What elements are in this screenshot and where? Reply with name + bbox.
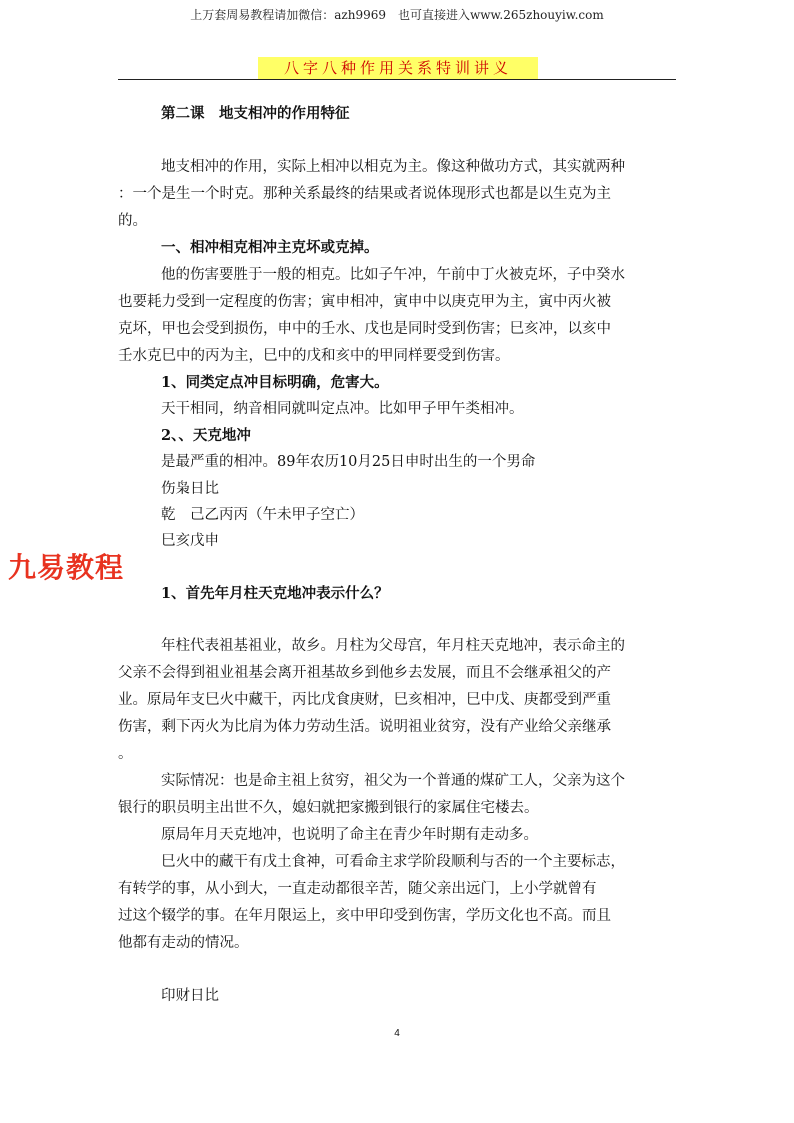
para1-line: 业。原局年支巳火中藏干，丙比戊食庚财，巳亥相冲，巳中戊、庚都受到严重 — [118, 692, 611, 708]
para2-line: 实际情况：也是命主祖上贫穷，祖父为一个普通的煤矿工人，父亲为这个 — [161, 773, 625, 789]
sub1-heading: 1、同类定点冲目标明确，危害大。 — [161, 374, 389, 391]
footer-line: 印财日比 — [161, 988, 219, 1004]
section1-heading: 一、相冲相克相冲主克坏或克掉。 — [161, 239, 379, 256]
para1-line: 。 — [118, 746, 133, 762]
intro-line: 地支相冲的作用，实际上相冲以相克为主。像这种做功方式，其实就两种 — [161, 159, 625, 175]
top-note: 上万套周易教程请加微信：azh9969 也可直接进入www.265zhouyiw.com — [190, 8, 604, 22]
section1-line: 壬水克巳中的丙为主，巳中的戊和亥中的甲同样要受到伤害。 — [118, 348, 510, 364]
intro-line: 的。 — [118, 213, 147, 229]
header-divider — [118, 79, 676, 80]
lesson-title: 第二课 地支相冲的作用特征 — [161, 105, 350, 122]
para4-line: 他都有走动的情况。 — [118, 935, 249, 951]
question1-heading: 1、首先年月柱天克地冲表示什么？ — [161, 585, 389, 602]
para1-line: 父亲不会得到祖业祖基会离开祖基故乡到他乡去发展，而且不会继承祖父的产 — [118, 665, 611, 681]
watermark-logo: 九易教程 — [8, 551, 125, 584]
intro-line: ：一个是生一个时克。那种关系最终的结果或者说体现形式也都是以生克为主 — [118, 186, 611, 202]
page-number: 4 — [394, 1028, 400, 1039]
para2-line: 银行的职员明主出世不久，媳妇就把家搬到银行的家属住宅楼去。 — [118, 800, 539, 816]
chart-line: 乾 己乙丙丙（午未甲子空亡） — [161, 507, 364, 523]
sub2-text: 是最严重的相冲。89年农历10月25日申时出生的一个男命 — [161, 454, 536, 470]
section1-line: 克坏，甲也会受到损伤，申中的壬水、戊也是同时受到伤害；巳亥冲，以亥中 — [118, 321, 611, 337]
sub2-heading: 2、、天克地冲 — [161, 427, 251, 444]
section1-line: 也要耗力受到一定程度的伤害；寅申相冲，寅申中以庚克甲为主，寅中丙火被 — [118, 294, 611, 310]
section1-line: 他的伤害要胜于一般的相克。比如子午冲，午前中丁火被克坏，子中癸水 — [161, 267, 625, 283]
sub1-text: 天干相同，纳音相同就叫定点冲。比如甲子甲午类相冲。 — [161, 401, 524, 417]
para1-line: 伤害，剩下丙火为比肩为体力劳动生活。说明祖业贫穷，没有产业给父亲继承 — [118, 719, 611, 735]
para1-line: 年柱代表祖基祖业，故乡。月柱为父母宫，年月柱天克地冲，表示命主的 — [161, 638, 625, 654]
para3-line: 原局年月天克地冲，也说明了命主在青少年时期有走动多。 — [161, 827, 538, 843]
para4-line: 过这个辍学的事。在年月限运上，亥中甲印受到伤害，学历文化也不高。而且 — [118, 908, 611, 924]
chart-line: 伤枭日比 — [161, 481, 219, 497]
chart-line: 巳亥戊申 — [161, 533, 219, 549]
header-title: 八字八种作用关系特训讲义 — [258, 57, 538, 79]
para4-line: 巳火中的藏干有戊土食神，可看命主求学阶段顺利与否的一个主要标志， — [161, 854, 625, 870]
para4-line: 有转学的事，从小到大，一直走动都很辛苦，随父亲出远门，上小学就曾有 — [118, 881, 597, 897]
